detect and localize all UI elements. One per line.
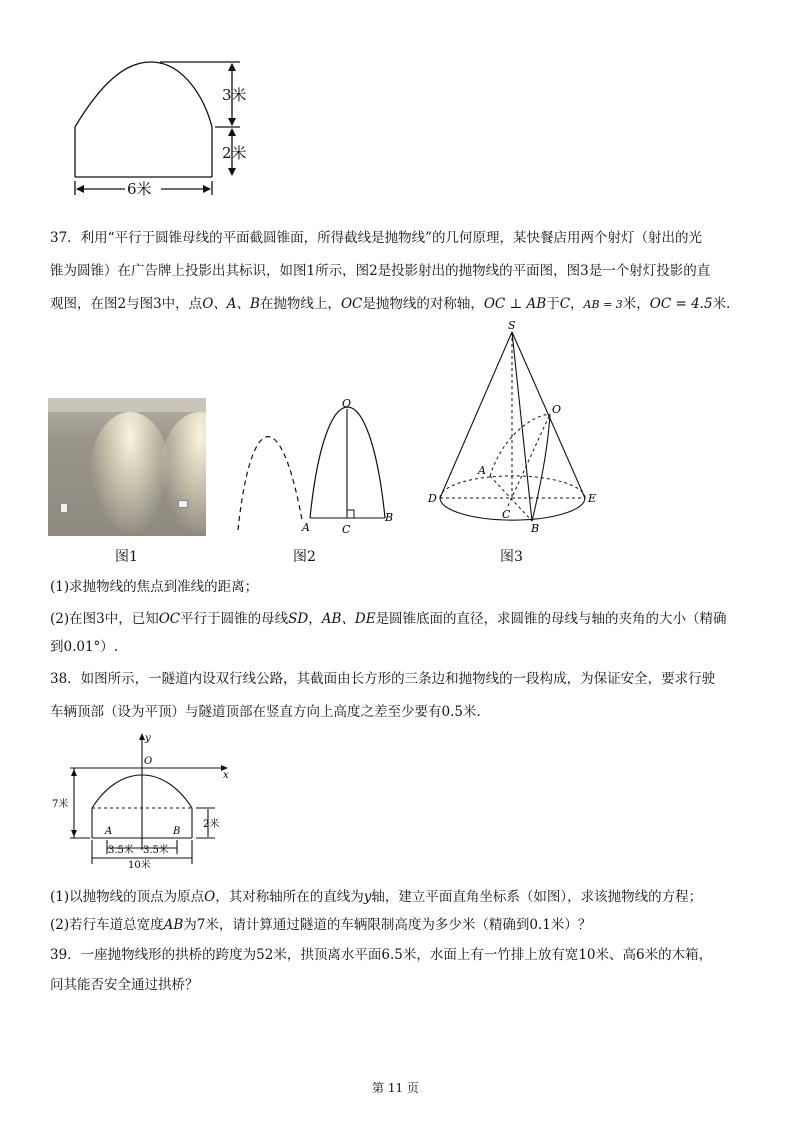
label-side-height: 2米 bbox=[222, 144, 247, 162]
wall-switch-right bbox=[178, 500, 188, 508]
tunnel-label-o: O bbox=[144, 756, 153, 767]
q38-sub1-o: O bbox=[204, 889, 216, 905]
tunnel-label-y: y bbox=[145, 733, 151, 744]
tunnel-label-2m: 2米 bbox=[203, 819, 220, 830]
fig3-label-a: A bbox=[478, 464, 486, 477]
q37-mi2: 米. bbox=[712, 296, 731, 312]
photo-ceiling bbox=[48, 398, 206, 412]
q37-line1: 37．利用“平行于圆锥母线的平面截圆锥面，所得截线是抛物线”的几何原理，某快餐店用两个射灯（射出的光 bbox=[50, 230, 702, 246]
q37-mi1: 米， bbox=[622, 296, 650, 312]
label-width: 6米 bbox=[127, 180, 152, 198]
top-arch-figure bbox=[55, 55, 270, 205]
tunnel-label-7m: 7米 bbox=[52, 799, 69, 810]
fig3-label-o: O bbox=[552, 403, 562, 416]
q37-oc: OC bbox=[340, 296, 363, 312]
fig3-label: 图3 bbox=[500, 549, 523, 565]
q37-ab-eq: AB = 3 bbox=[583, 298, 623, 311]
fig3-label-c: C bbox=[502, 508, 511, 521]
page-number: 第 11 页 bbox=[372, 1081, 419, 1095]
tunnel-label-w1: 3.5米 bbox=[108, 845, 134, 856]
fig2-label-c: C bbox=[342, 523, 351, 536]
q37-sub1: (1)求抛物线的焦点到准线的距离； bbox=[50, 579, 259, 595]
q37-sub2-text-a: (2)在图3中，已知 bbox=[50, 611, 159, 627]
q37-sub2-text-d: 是圆锥底面的直径，求圆锥的母线与轴的夹角的大小（精确 bbox=[375, 611, 727, 627]
q38-sub2 bbox=[50, 916, 591, 934]
fig3-label-d: D bbox=[428, 492, 437, 505]
q39-line1: 39．一座抛物线形的拱桥的跨度为52米，拱顶离水平面6.5米，水面上有一竹排上放有宽10米、高6米的木箱， bbox=[50, 947, 713, 963]
light-beam-left bbox=[90, 412, 170, 532]
q37-sep: ， bbox=[570, 296, 584, 312]
q37-points: O、A、B bbox=[202, 296, 260, 312]
tunnel-label-w10: 10米 bbox=[128, 860, 151, 871]
fig2-label: 图2 bbox=[293, 549, 316, 565]
q38-sub1 bbox=[50, 888, 702, 906]
fig2-diagram bbox=[230, 395, 400, 540]
q38-sub2-text-b: 为7米，请计算通过隧道的车辆限制高度为多少米（精确到0.1米）？ bbox=[183, 917, 592, 933]
q37-line3-text-a: 观图，在图2与图3中，点 bbox=[50, 296, 203, 312]
q38-line2: 车辆顶部（设为平顶）与隧道顶部在竖直方向上高度之差至少要有0.5米. bbox=[50, 704, 481, 720]
tunnel-label-w2: 3.5米 bbox=[143, 845, 169, 856]
fig1-photo bbox=[48, 398, 206, 536]
q37-perp: OC ⊥ AB bbox=[483, 296, 547, 312]
fig3-label-s: S bbox=[508, 319, 516, 332]
q37-sub2-line1 bbox=[50, 610, 727, 628]
q39-line2: 问其能否安全通过拱桥？ bbox=[50, 977, 199, 993]
label-top-height: 3米 bbox=[222, 86, 247, 104]
q37-sub2-sd: SD bbox=[288, 611, 309, 627]
q37-sub2-line2: 到0.01°）. bbox=[50, 639, 119, 655]
tunnel-label-x: x bbox=[223, 770, 229, 781]
q37-line3-text-b: 在抛物线上， bbox=[259, 296, 341, 312]
q37-oc-eq: OC = 4.5 bbox=[649, 296, 713, 312]
q38-line1: 38．如图所示，一隧道内设双行线公路，其截面由长方形的三条边和抛物线的一段构成，为保证安全，要求行驶 bbox=[50, 671, 716, 687]
q37-line3 bbox=[50, 295, 730, 314]
fig2-label-a: A bbox=[302, 521, 310, 534]
tunnel-label-a: A bbox=[105, 826, 113, 837]
q38-tunnel-figure bbox=[50, 732, 240, 872]
q38-sub1-y: y bbox=[363, 889, 372, 905]
q38-sub2-text-a: (2)若行车道总宽度 bbox=[50, 917, 164, 933]
light-beam-right bbox=[160, 412, 206, 532]
q38-sub1-text-c: 轴，建立平面直角坐标系（如图），求该抛物线的方程； bbox=[371, 889, 703, 905]
q38-sub2-ab: AB bbox=[163, 917, 184, 933]
wall-switch-left bbox=[60, 503, 68, 513]
q37-c: C bbox=[559, 296, 571, 312]
fig2-label-o: O bbox=[342, 397, 352, 410]
q37-sub2-oc: OC bbox=[158, 611, 181, 627]
q37-sub2-abde: AB、DE bbox=[321, 611, 376, 627]
fig1-label: 图1 bbox=[115, 549, 138, 565]
tunnel-label-b: B bbox=[173, 826, 181, 837]
q37-line2: 锥为圆锥）在广告牌上投影出其标识，如图1所示，图2是投影射出的抛物线的平面图，图3是一个射灯投影的直 bbox=[50, 263, 711, 279]
q37-line3-text-d: 于 bbox=[546, 296, 560, 312]
q37-sub2-text-b: 平行于圆锥的母线 bbox=[180, 611, 289, 627]
q37-sub2-text-c: ， bbox=[308, 611, 322, 627]
q38-sub1-text-a: (1)以抛物线的顶点为原点 bbox=[50, 889, 205, 905]
fig3-cone bbox=[420, 318, 610, 538]
q37-line3-text-c: 是抛物线的对称轴， bbox=[362, 296, 484, 312]
fig2-label-b: B bbox=[385, 511, 394, 524]
q38-sub1-text-b: ，其对称轴所在的直线为 bbox=[215, 889, 364, 905]
fig3-label-b: B bbox=[531, 522, 540, 535]
fig3-label-e: E bbox=[588, 492, 597, 505]
